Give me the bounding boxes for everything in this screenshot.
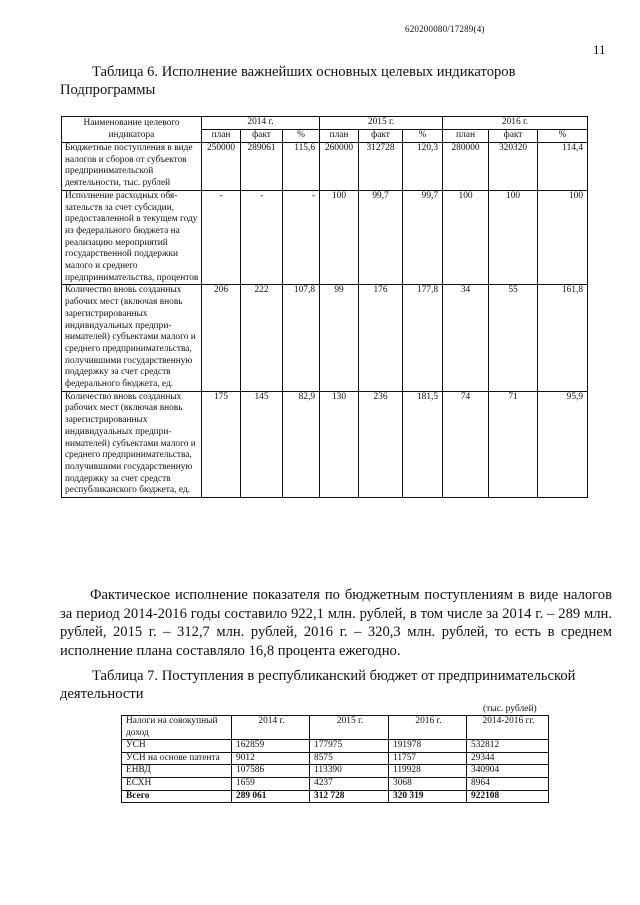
cell-value: 312728	[359, 143, 403, 191]
cell-value: 250000	[202, 143, 241, 191]
cell-value: 99,7	[359, 190, 403, 285]
cell-value: 119928	[389, 765, 467, 778]
cell-value: -	[283, 190, 320, 285]
indicator-name: Количество вновь созданных рабочих мест (включая вновь зарегистрированных индивидуальных предпринимателей) субъектами малого и среднего предпринимательства, получившими государственную поддержку за счет средств федерального бюджета, ед.	[62, 285, 202, 391]
cell-value: 120,3	[403, 143, 443, 191]
total-label: Всего	[122, 790, 232, 803]
indicator-name: Исполнение расходных обязательств за счет субсидии, предоставленной в текущем году из федерального бюджета на реализацию мероприятий государственной поддержки малого и среднего предпринимательства, процентов	[62, 190, 202, 285]
tax-type: УСН на основе патента	[122, 752, 232, 765]
table-row	[62, 143, 588, 191]
header-tax-type: Налоги на совокупный доход	[122, 716, 232, 740]
header-year-2014: 2014 г.	[202, 117, 320, 130]
cell-value: 145	[241, 391, 283, 497]
cell-value: 176	[359, 285, 403, 391]
cell-value: 532812	[467, 740, 549, 753]
cell-value: 191978	[389, 740, 467, 753]
header-year-2015: 2015 г.	[320, 117, 443, 130]
table-row	[122, 740, 549, 753]
total-value: 320 319	[389, 790, 467, 803]
header-year: 2015 г.	[310, 716, 389, 740]
cell-value: 289061	[241, 143, 283, 191]
cell-value: 320320	[489, 143, 538, 191]
cell-value: 99,7	[403, 190, 443, 285]
subheader-plan: план	[443, 130, 489, 143]
table-row	[122, 752, 549, 765]
subheader-fact: факт	[359, 130, 403, 143]
cell-value: 340904	[467, 765, 549, 778]
units-label: (тыс. рублей)	[483, 704, 537, 714]
table-row	[122, 765, 549, 778]
document-code: 620200080/17289(4)	[405, 24, 485, 34]
cell-value: 11757	[389, 752, 467, 765]
cell-value: 161,8	[538, 285, 588, 391]
cell-value: 8964	[467, 777, 549, 790]
cell-value: 100	[443, 190, 489, 285]
subheader-plan: план	[320, 130, 359, 143]
table6-caption-text: Таблица 6. Исполнение важнейших основных целевых индикаторов Подпрограммы	[60, 64, 516, 98]
cell-value: 177,8	[403, 285, 443, 391]
header-period: 2014-2016 гг.	[467, 716, 549, 740]
subheader-percent: %	[283, 130, 320, 143]
cell-value: 29344	[467, 752, 549, 765]
indicator-name: Бюджетные поступления в виде налогов и сборов от субъектов предпринимательской деятельности, тыс. рублей	[62, 143, 202, 191]
cell-value: -	[202, 190, 241, 285]
cell-value: 107586	[232, 765, 310, 778]
table-row	[122, 777, 549, 790]
cell-value: 74	[443, 391, 489, 497]
indicators-table	[61, 116, 588, 498]
cell-value: 181,5	[403, 391, 443, 497]
body-paragraph	[60, 586, 612, 660]
cell-value: 8575	[310, 752, 389, 765]
table-row	[62, 285, 588, 391]
subheader-percent: %	[403, 130, 443, 143]
table6-caption	[60, 63, 612, 99]
header-year-2016: 2016 г.	[443, 117, 588, 130]
cell-value: 130	[320, 391, 359, 497]
cell-value: 100	[538, 190, 588, 285]
cell-value: 4237	[310, 777, 389, 790]
cell-value: 100	[489, 190, 538, 285]
cell-value: 34	[443, 285, 489, 391]
cell-value: 260000	[320, 143, 359, 191]
cell-value: 95,9	[538, 391, 588, 497]
cell-value: 236	[359, 391, 403, 497]
cell-value: 55	[489, 285, 538, 391]
cell-value: 71	[489, 391, 538, 497]
header-year: 2014 г.	[232, 716, 310, 740]
total-value: 289 061	[232, 790, 310, 803]
tax-type: ЕСХН	[122, 777, 232, 790]
cell-value: 1659	[232, 777, 310, 790]
total-row	[122, 790, 549, 803]
cell-value: 206	[202, 285, 241, 391]
tax-type: УСН	[122, 740, 232, 753]
total-value: 922108	[467, 790, 549, 803]
cell-value: -	[241, 190, 283, 285]
table-row	[62, 391, 588, 497]
subheader-fact: факт	[489, 130, 538, 143]
cell-value: 280000	[443, 143, 489, 191]
page-number: 11	[593, 42, 606, 57]
table-header-row	[122, 716, 549, 740]
cell-value: 100	[320, 190, 359, 285]
table7-caption-text: Таблица 7. Поступления в республиканский бюджет от предпринимательской деятельности	[60, 668, 576, 702]
cell-value: 3068	[389, 777, 467, 790]
revenue-table	[121, 715, 549, 803]
table-row	[62, 190, 588, 285]
cell-value: 222	[241, 285, 283, 391]
cell-value: 114,4	[538, 143, 588, 191]
indicator-name: Количество вновь созданных рабочих мест (включая вновь зарегистрированных индивидуальных предпринимателей) субъектами малого и среднего предпринимательства, получившими государственную поддержку за счет средств республиканского бюджета, ед.	[62, 391, 202, 497]
cell-value: 162859	[232, 740, 310, 753]
body-paragraph-text: Фактическое исполнение показателя по бюджетным поступлениям в виде налогов за период 2014-2016 годы составило 922,1 млн. рублей, в том числе за 2014 г. – 289 млн. рублей, 2015 г. – 312,7 млн. рублей, 2016 г. – 320,3 млн. рублей, то есть в среднем исполнение плана составляло 16,8 процента ежегодно.	[60, 587, 612, 659]
subheader-percent: %	[538, 130, 588, 143]
cell-value: 177975	[310, 740, 389, 753]
cell-value: 175	[202, 391, 241, 497]
total-value: 312 728	[310, 790, 389, 803]
cell-value: 115,6	[283, 143, 320, 191]
subheader-fact: факт	[241, 130, 283, 143]
header-year: 2016 г.	[389, 716, 467, 740]
cell-value: 107,8	[283, 285, 320, 391]
table7-caption	[60, 667, 612, 703]
subheader-plan: план	[202, 130, 241, 143]
tax-type: ЕНВД	[122, 765, 232, 778]
header-indicator-name: Наименование целевого индикатора	[62, 117, 202, 143]
cell-value: 82,9	[283, 391, 320, 497]
cell-value: 99	[320, 285, 359, 391]
cell-value: 113390	[310, 765, 389, 778]
cell-value: 9012	[232, 752, 310, 765]
